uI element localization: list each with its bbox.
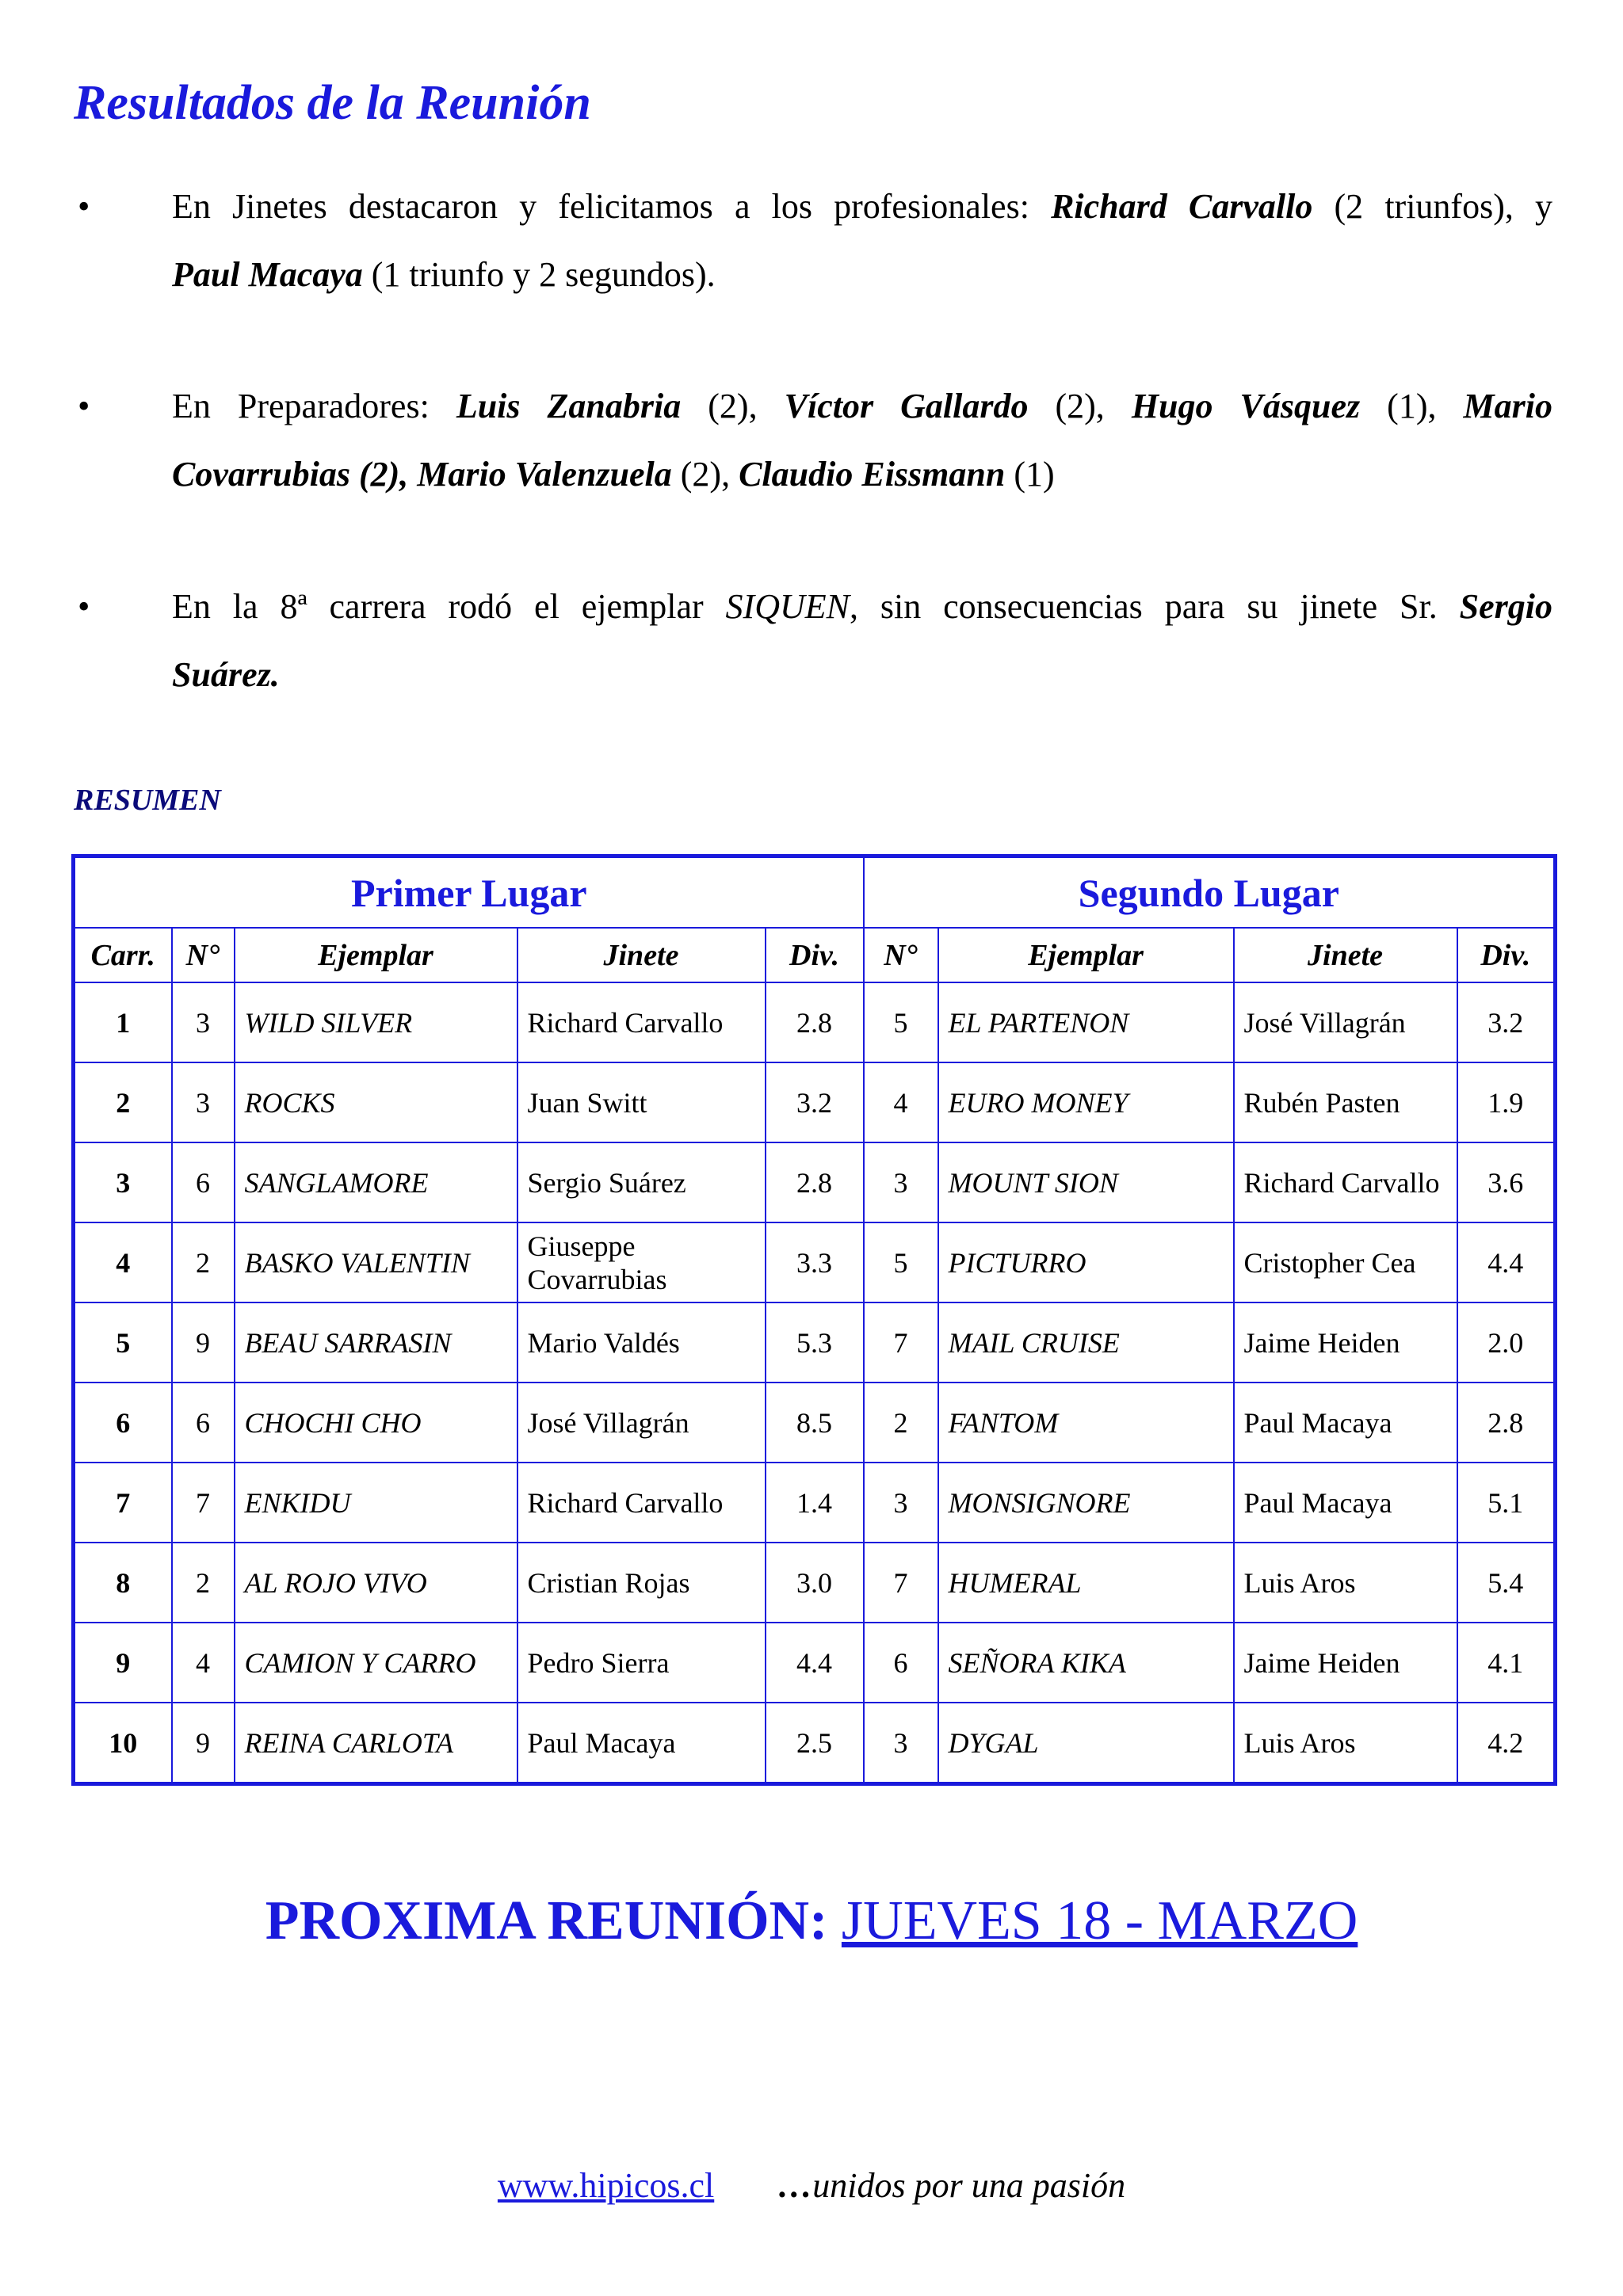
- first-horse-cell: ROCKS: [235, 1062, 517, 1142]
- bullet-segment: En Preparadores:: [172, 387, 456, 425]
- website-link[interactable]: www.hipicos.cl: [497, 2166, 715, 2205]
- first-horse-cell: BASKO VALENTIN: [235, 1222, 517, 1302]
- first-dividend-cell: 2.8: [766, 982, 864, 1062]
- bullet-segment: Claudio Eissmann: [739, 455, 1006, 494]
- race-number-cell: 10: [74, 1703, 172, 1784]
- first-dividend-cell: 2.5: [766, 1703, 864, 1784]
- next-meeting: [0, 1890, 1623, 1953]
- bullet-segment: (1): [1005, 455, 1055, 494]
- race-number-cell: 4: [74, 1222, 172, 1302]
- bullet-line: [172, 641, 1552, 709]
- first-number-cell: 2: [172, 1222, 235, 1302]
- second-number-cell: 3: [864, 1142, 938, 1222]
- table-row: [74, 1463, 1556, 1543]
- bullet-line: [172, 241, 1552, 309]
- second-jockey-cell: José Villagrán: [1234, 982, 1457, 1062]
- second-jockey-cell: Rubén Pasten: [1234, 1062, 1457, 1142]
- first-horse-cell: REINA CARLOTA: [235, 1703, 517, 1784]
- first-jockey-cell: Pedro Sierra: [517, 1623, 766, 1703]
- table-row: [74, 1062, 1556, 1142]
- first-jockey-cell: Juan Switt: [517, 1062, 766, 1142]
- header-num: N°: [864, 928, 938, 982]
- second-horse-cell: PICTURRO: [938, 1222, 1234, 1302]
- bullet-text: [172, 573, 1552, 709]
- bullet-segment: Sergio: [1459, 587, 1552, 626]
- first-number-cell: 2: [172, 1543, 235, 1623]
- first-jockey-cell: Sergio Suárez: [517, 1142, 766, 1222]
- second-number-cell: 7: [864, 1543, 938, 1623]
- bullet-segment: Richard Carvallo: [1051, 187, 1313, 226]
- race-number-cell: 3: [74, 1142, 172, 1222]
- header-horse: Ejemplar: [235, 928, 517, 982]
- second-number-cell: 5: [864, 1222, 938, 1302]
- first-horse-cell: WILD SILVER: [235, 982, 517, 1062]
- table-row: [74, 1142, 1556, 1222]
- table-row: [74, 982, 1556, 1062]
- second-horse-cell: FANTOM: [938, 1383, 1234, 1463]
- second-jockey-cell: Luis Aros: [1234, 1703, 1457, 1784]
- group-second-place: Segundo Lugar: [864, 856, 1556, 929]
- second-horse-cell: MOUNT SION: [938, 1142, 1234, 1222]
- bullet-segment: (2),: [681, 387, 785, 425]
- first-dividend-cell: 5.3: [766, 1302, 864, 1383]
- first-number-cell: 9: [172, 1302, 235, 1383]
- race-number-cell: 8: [74, 1543, 172, 1623]
- first-number-cell: 7: [172, 1463, 235, 1543]
- second-jockey-cell: Luis Aros: [1234, 1543, 1457, 1623]
- first-number-cell: 9: [172, 1703, 235, 1784]
- bullet-text: [172, 372, 1552, 509]
- first-jockey-cell: Richard Carvallo: [517, 982, 766, 1062]
- first-dividend-cell: 1.4: [766, 1463, 864, 1543]
- bullet-dot: •: [78, 187, 90, 226]
- second-dividend-cell: 3.2: [1457, 982, 1556, 1062]
- summary-label: RESUMEN: [74, 784, 221, 817]
- race-number-cell: 9: [74, 1623, 172, 1703]
- first-dividend-cell: 8.5: [766, 1383, 864, 1463]
- bullet-segment: En la 8ª carrera rodó el ejemplar: [172, 587, 726, 626]
- bullet-segment: Hugo Vásquez: [1131, 387, 1361, 425]
- second-horse-cell: SEÑORA KIKA: [938, 1623, 1234, 1703]
- first-dividend-cell: 2.8: [766, 1142, 864, 1222]
- bullet-segment: (1),: [1360, 387, 1464, 425]
- bullet-line: [172, 173, 1552, 241]
- first-dividend-cell: 3.3: [766, 1222, 864, 1302]
- second-number-cell: 3: [864, 1463, 938, 1543]
- bullet-segment: Víctor Gallardo: [784, 387, 1029, 425]
- bullet-text: [172, 173, 1552, 309]
- first-jockey-cell: Richard Carvallo: [517, 1463, 766, 1543]
- bullet-segment: Paul Macaya: [172, 255, 363, 294]
- second-number-cell: 2: [864, 1383, 938, 1463]
- second-jockey-cell: Jaime Heiden: [1234, 1302, 1457, 1383]
- bullet-dot: •: [78, 387, 90, 425]
- bullet-line: [172, 372, 1552, 441]
- second-jockey-cell: Richard Carvallo: [1234, 1142, 1457, 1222]
- second-dividend-cell: 2.0: [1457, 1302, 1556, 1383]
- first-horse-cell: CHOCHI CHO: [235, 1383, 517, 1463]
- first-number-cell: 3: [172, 1062, 235, 1142]
- second-jockey-cell: Cristopher Cea: [1234, 1222, 1457, 1302]
- table-row: [74, 1703, 1556, 1784]
- first-horse-cell: SANGLAMORE: [235, 1142, 517, 1222]
- header-carr: Carr.: [74, 928, 172, 982]
- second-number-cell: 7: [864, 1302, 938, 1383]
- first-number-cell: 6: [172, 1142, 235, 1222]
- first-horse-cell: ENKIDU: [235, 1463, 517, 1543]
- table-row: [74, 1302, 1556, 1383]
- next-meeting-label: PROXIMA REUNIÓN:: [265, 1890, 842, 1951]
- bullet-segment: Suárez.: [172, 655, 280, 694]
- bullet-segment: , sin consecuencias para su jinete Sr.: [849, 587, 1460, 626]
- header-jockey: Jinete: [517, 928, 766, 982]
- bullet-segment: Mario: [1463, 387, 1553, 425]
- second-dividend-cell: 4.2: [1457, 1703, 1556, 1784]
- second-dividend-cell: 3.6: [1457, 1142, 1556, 1222]
- second-horse-cell: DYGAL: [938, 1703, 1234, 1784]
- header-div: Div.: [1457, 928, 1556, 982]
- slogan: [777, 2166, 1125, 2205]
- first-number-cell: 6: [172, 1383, 235, 1463]
- bullet-segment: (1 triunfo y 2 segundos).: [362, 255, 716, 294]
- first-jockey-cell: Paul Macaya: [517, 1703, 766, 1784]
- second-number-cell: 4: [864, 1062, 938, 1142]
- first-horse-cell: CAMION Y CARRO: [235, 1623, 517, 1703]
- second-horse-cell: MONSIGNORE: [938, 1463, 1234, 1543]
- header-num: N°: [172, 928, 235, 982]
- bullet-segment: (2),: [671, 455, 739, 494]
- header-horse: Ejemplar: [938, 928, 1234, 982]
- bullet-segment: Covarrubias (2), Mario Valenzuela: [172, 455, 672, 494]
- second-number-cell: 5: [864, 982, 938, 1062]
- results-table: [71, 854, 1557, 1786]
- second-jockey-cell: Paul Macaya: [1234, 1463, 1457, 1543]
- second-dividend-cell: 1.9: [1457, 1062, 1556, 1142]
- table-row: [74, 1543, 1556, 1623]
- second-horse-cell: EURO MONEY: [938, 1062, 1234, 1142]
- bullet-dot: •: [78, 587, 90, 626]
- slogan-text: unidos por una pasión: [812, 2166, 1126, 2205]
- second-dividend-cell: 5.1: [1457, 1463, 1556, 1543]
- first-dividend-cell: 3.2: [766, 1062, 864, 1142]
- first-horse-cell: AL ROJO VIVO: [235, 1543, 517, 1623]
- footer: [0, 2165, 1623, 2206]
- second-horse-cell: HUMERAL: [938, 1543, 1234, 1623]
- first-jockey-cell: Mario Valdés: [517, 1302, 766, 1383]
- bullet-line: [172, 573, 1552, 641]
- page-title: Resultados de la Reunión: [74, 76, 591, 130]
- race-number-cell: 7: [74, 1463, 172, 1543]
- bullet-segment: SIQUEN: [725, 587, 850, 626]
- table-row: [74, 1222, 1556, 1302]
- bullet-line: [172, 441, 1552, 509]
- bullet-segment: (2),: [1028, 387, 1132, 425]
- first-jockey-cell: José Villagrán: [517, 1383, 766, 1463]
- second-dividend-cell: 4.4: [1457, 1222, 1556, 1302]
- second-number-cell: 6: [864, 1623, 938, 1703]
- race-number-cell: 5: [74, 1302, 172, 1383]
- first-dividend-cell: 3.0: [766, 1543, 864, 1623]
- second-horse-cell: EL PARTENON: [938, 982, 1234, 1062]
- bullet-segment: (2 triunfos), y: [1312, 187, 1552, 226]
- first-horse-cell: BEAU SARRASIN: [235, 1302, 517, 1383]
- bullet-segment: Luis Zanabria: [456, 387, 682, 425]
- bullet-segment: En Jinetes destacaron y felicitamos a los profesionales:: [172, 187, 1052, 226]
- first-number-cell: 4: [172, 1623, 235, 1703]
- race-number-cell: 1: [74, 982, 172, 1062]
- slogan-dots: …: [777, 2166, 813, 2205]
- second-dividend-cell: 5.4: [1457, 1543, 1556, 1623]
- table-row: [74, 1383, 1556, 1463]
- header-jockey: Jinete: [1234, 928, 1457, 982]
- next-meeting-date: JUEVES 18 - MARZO: [841, 1890, 1358, 1951]
- race-number-cell: 6: [74, 1383, 172, 1463]
- first-dividend-cell: 4.4: [766, 1623, 864, 1703]
- second-jockey-cell: Paul Macaya: [1234, 1383, 1457, 1463]
- first-number-cell: 3: [172, 982, 235, 1062]
- second-jockey-cell: Jaime Heiden: [1234, 1623, 1457, 1703]
- group-first-place: Primer Lugar: [74, 856, 864, 929]
- second-dividend-cell: 2.8: [1457, 1383, 1556, 1463]
- second-dividend-cell: 4.1: [1457, 1623, 1556, 1703]
- second-number-cell: 3: [864, 1703, 938, 1784]
- first-jockey-cell: Giuseppe Covarrubias: [517, 1222, 766, 1302]
- table-row: [74, 1623, 1556, 1703]
- header-div: Div.: [766, 928, 864, 982]
- first-jockey-cell: Cristian Rojas: [517, 1543, 766, 1623]
- second-horse-cell: MAIL CRUISE: [938, 1302, 1234, 1383]
- race-number-cell: 2: [74, 1062, 172, 1142]
